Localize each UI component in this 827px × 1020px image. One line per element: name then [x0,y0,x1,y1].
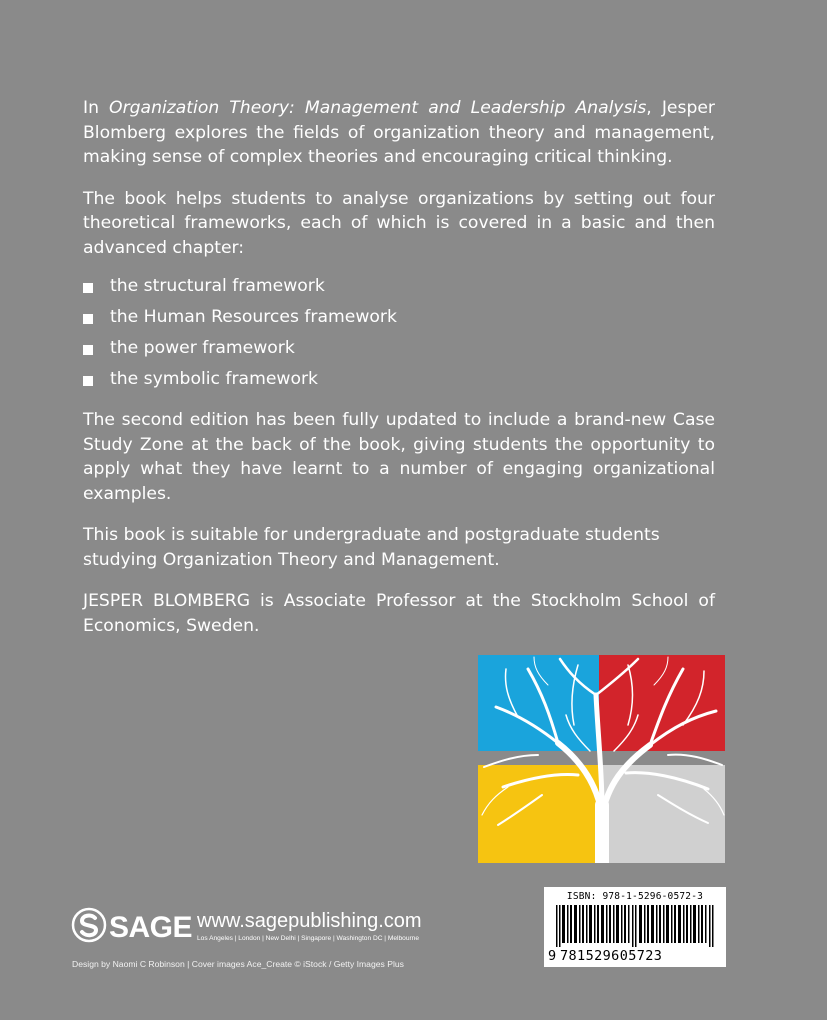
blurb-paragraph-audience: This book is suitable for undergraduate and postgraduate students studying Organization Theory and Management. [83,525,660,570]
isbn-barcode [544,887,726,967]
bullet-square-icon [83,283,93,293]
sage-logo-icon [71,907,107,943]
list-item: the Human Resources framework [83,302,715,333]
tree-quadrant-image [478,655,725,863]
isbn-digits: 9 781529605723 [548,948,663,964]
publisher-url[interactable]: www.sagepublishing.com [197,910,422,932]
bullet-square-icon [83,345,93,355]
tree-artwork [478,655,725,863]
book-title: Organization Theory: Management and Leadership Analysis [109,98,647,118]
publisher-block [71,907,451,947]
list-item: the symbolic framework [83,364,715,395]
blue-panel [478,655,599,751]
isbn-label: ISBN: 978-1-5296-0572-3 [566,891,704,902]
barcode-bars [556,905,716,947]
blurb-paragraph-intro: In Organization Theory: Management and Leadership Analysis, Jesper Blomberg explores the fields of organization theory and management, making sense of complex theories and encouraging critical thinking. [83,98,715,167]
sage-logo-text: SAGE [109,911,193,944]
blurb-paragraph-frameworks: The book helps students to analyse organizations by setting out four theoretical frameworks, each of which is covered in a basic and then advanced chapter: [83,188,715,258]
design-credit: Design by Naomi C Robinson | Cover images Ace_Create © iStock / Getty Images Plus [72,959,404,969]
list-item: the structural framework [83,271,715,302]
yellow-panel [478,765,599,863]
blurb-paragraph-edition: The second edition has been fully updated to include a brand-new Case Study Zone at the back of the book, giving students the opportunity to apply what they have learnt to a number of engaging organizational examples. [83,410,715,504]
list-item: the power framework [83,333,715,364]
publisher-cities: Los Angeles | London | New Delhi | Singapore | Washington DC | Melbourne [197,935,420,942]
frameworks-list [83,271,715,395]
bullet-square-icon [83,376,93,386]
bullet-square-icon [83,314,93,324]
author-bio: JESPER BLOMBERG is Associate Professor at the Stockholm School of Economics, Sweden. [83,591,715,636]
back-cover-blurb [83,96,715,655]
